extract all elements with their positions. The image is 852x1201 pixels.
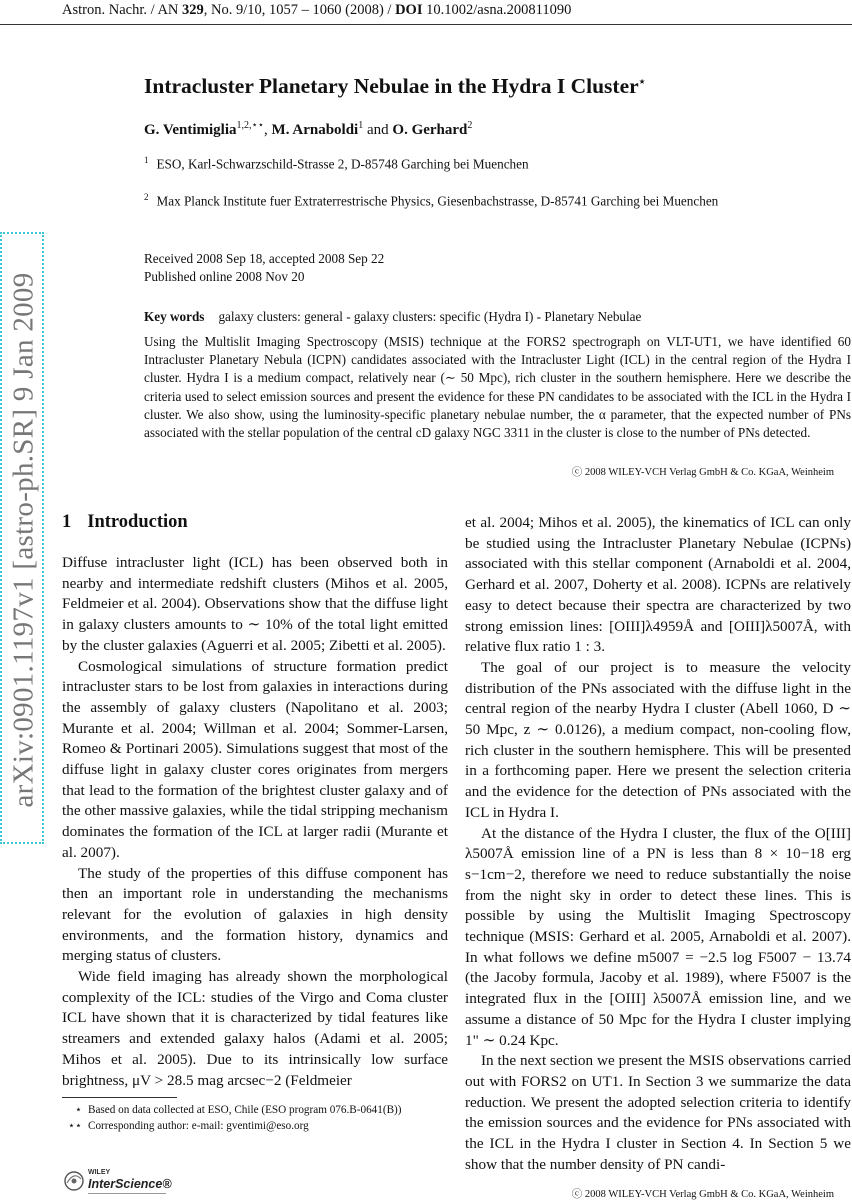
footnote: [62, 1119, 309, 1132]
paper-title: [144, 74, 646, 99]
section-heading: [62, 512, 204, 533]
received-date: Received 2008 Sep 18, accepted 2008 Sep 22: [144, 251, 385, 266]
header-rule: [0, 24, 852, 25]
keywords-text: galaxy clusters: general - galaxy clusters: specific (Hydra I) - Planetary Nebulae: [218, 309, 642, 324]
author-affil: 1: [358, 120, 364, 131]
affiliation: [144, 155, 529, 172]
journal-volume: 329: [182, 2, 204, 18]
paragraph: Wide field imaging has already shown the morphological complexity of the ICL: studies of the Virgo and Coma cluster ICL have shown that it is characterized by tidal features like streamers and extended galaxy halos (Adami et al. 2005; Mihos et al. 2005). Due to its intrinsically low surface brightness, μV > 28.5 mag arcsec−2 (Feldmeier: [62, 968, 448, 1089]
abstract-copyright: ⓒ 2008 WILEY-VCH Verlag GmbH & Co. KGaA, Weinheim: [571, 467, 834, 478]
journal-header: [62, 2, 571, 19]
logo-wiley-text: WILEY: [88, 1169, 111, 1176]
footnote-text: Based on data collected at ESO, Chile (ESO program 076.B-0641(B)): [88, 1104, 402, 1116]
paragraph: et al. 2004; Mihos et al. 2005), the kinematics of ICL can only be studied using the Intracluster Planetary Nebulae (ICPNs) associated with this stellar component (Arnaboldi et al. 2004, Gerhard et al. 2007, Doherty et al. 2008). ICPNs are relatively easy to detect because their spectra are characterized by two strong emission lines: [OIII]λ4959Å and [OIII]λ5007Å, with relative flux ratio 1 : 3.: [465, 514, 851, 656]
paragraph: The goal of our project is to measure the velocity distribution of the PNs associated with the diffuse light in the central region of the nearby Hydra I cluster (Abell 1060, D ∼ 50 Mpc, z ∼ 0.0126), a medium compact, non-cooling flow, rich cluster in the southern hemisphere. This will be presented in a forthcoming paper. Here we present the selection criteria and the evidence for the detection of PNs associated with the ICL in Hydra I.: [465, 658, 851, 821]
affiliation: [144, 192, 718, 209]
arxiv-identifier: arXiv:0901.1197v1 [astro-ph.SR] 9 Jan 2009: [7, 272, 40, 808]
title-footnote-mark: ⋆: [638, 75, 646, 88]
footnote-mark: ⋆: [74, 1104, 82, 1116]
paper-title-text: Intracluster Planetary Nebulae in the Hydra I Cluster: [144, 74, 639, 98]
keywords-label: Key words: [144, 309, 205, 324]
section-title: Introduction: [87, 512, 188, 532]
logo-swirl-icon: [62, 1165, 86, 1195]
affiliation-text: Max Planck Institute fuer Extraterrestrische Physics, Giesenbachstrasse, D-85741 Garching bei Muenchen: [156, 193, 719, 209]
affiliation-number: 2: [144, 192, 149, 202]
paragraph: The study of the properties of this diffuse component has then an important role in understanding the mechanisms relevant for the evolution of galaxies in high density environments, and the formation history, dynamics and merging status of clusters.: [62, 864, 448, 965]
journal-issue: , No. 9/10, 1057 – 1060 (2008) /: [203, 2, 396, 18]
paragraph: At the distance of the Hydra I cluster, the flux of the O[III] λ5007Å emission line of a PN is less than 8 × 10−18 erg s−1cm−2, therefore we need to reduce substantially the noise from the night sky in order to detect these lines. This is possible by using the Multislit Imaging Spectroscopy technique (MSIS: Gerhard et al. 2005, Arnaboldi et al. 2007). In what follows we define m5007 = −2.5 log F5007 − 13.74 (the Jacoby formula, Jacoby et al. 1989), where F5007 is the integrated flux in the [OIII] λ5007Å emission line, and we assume a distance of 50 Mpc for the Hydra I cluster implying 1" ∼ 0.24 Kpc.: [465, 824, 851, 1049]
footnote-mark: ⋆⋆: [67, 1120, 82, 1132]
section-number: 1: [62, 512, 72, 532]
arxiv-stamp: [0, 232, 44, 844]
author-name: M. Arnaboldi: [271, 122, 359, 138]
left-column: [62, 553, 448, 1091]
keywords: [144, 309, 641, 325]
footnote-text: Corresponding author: e-mail: gventimi@eso.org: [88, 1120, 309, 1132]
author-name: G. Ventimiglia: [144, 122, 237, 138]
logo-underline: [88, 1193, 166, 1194]
interscience-logo: [62, 1165, 172, 1197]
paragraph: Cosmological simulations of structure formation predict intracluster stars to be lost from galaxies in interactions during the assembly of galaxy clusters (Napolitano et al. 2003; Murante et al. 2004; Willman et al. 2004; Sommer-Larsen, Romeo & Portinari 2005). Simulations suggest that most of the diffuse light in galaxy cluster cores originates from mergers that lead to the formation of the brightest cluster galaxy and of the other massive galaxies, while the tidal stripping mechanism dominates the formation of the ICL at larger radii (Murante et al. 2007).: [62, 657, 448, 861]
author-affil: 1,2,⋆⋆: [236, 120, 265, 131]
published-date: Published online 2008 Nov 20: [144, 269, 305, 284]
author-separator: and: [363, 122, 393, 138]
author-separator: ,: [264, 122, 272, 138]
author-name: O. Gerhard: [392, 122, 468, 138]
doi-value: 10.1002/asna.200811090: [422, 2, 572, 18]
footnote-rule: [62, 1097, 177, 1098]
affiliation-number: 1: [144, 155, 149, 165]
author-affil: 2: [467, 120, 473, 131]
affiliation-text: ESO, Karl-Schwarzschild-Strasse 2, D-85748 Garching bei Muenchen: [156, 156, 529, 172]
footer-copyright: ⓒ 2008 WILEY-VCH Verlag GmbH & Co. KGaA, Weinheim: [571, 1189, 834, 1200]
abstract: Using the Multislit Imaging Spectroscopy (MSIS) technique at the FORS2 spectrograph on VLT-UT1, we have identified 60 Intracluster Planetary Nebula (ICPN) candidates associated with the Intracluster Light (ICL) in the central region of the Hydra I cluster. Hydra I is a medium compact, relatively near (∼ 50 Mpc), rich cluster in the southern hemisphere. Here we describe the criteria used to select emission sources and present the evidence for these PN candidates to be associated with the ICL in the Hydra I cluster. We also show, using the luminosity-specific planetary nebulae number, the α parameter, that the expected number of PNs associated with the stellar population of the central cD galaxy NGC 3311 in the cluster is close to the number of PNs detected.: [144, 334, 851, 441]
paragraph: In the next section we present the MSIS observations carried out with FORS2 on UT1. In Section 3 we summarize the data reduction. We present the adopted selection criteria to identify the emission sources and the evidence for PNs associated with the ICL in the Hydra I cluster in Section 4. In Section 5 we show that the number density of PN candi-: [465, 1052, 851, 1173]
logo-interscience-text: InterScience®: [88, 1177, 172, 1191]
author-list: [144, 120, 472, 139]
footnote: [62, 1103, 402, 1116]
right-column: [465, 513, 851, 1176]
paragraph: Diffuse intracluster light (ICL) has been observed both in nearby and intermediate redshift clusters (Mihos et al. 2005, Feldmeier et al. 2004). Observations show that the diffuse light in galaxy clusters amounts to ∼ 10% of the total light emitted by the cluster galaxies (Aguerri et al. 2005; Zibetti et al. 2005).: [62, 554, 448, 654]
doi-label: DOI: [395, 2, 423, 18]
journal-name: Astron. Nachr. / AN: [62, 2, 183, 18]
